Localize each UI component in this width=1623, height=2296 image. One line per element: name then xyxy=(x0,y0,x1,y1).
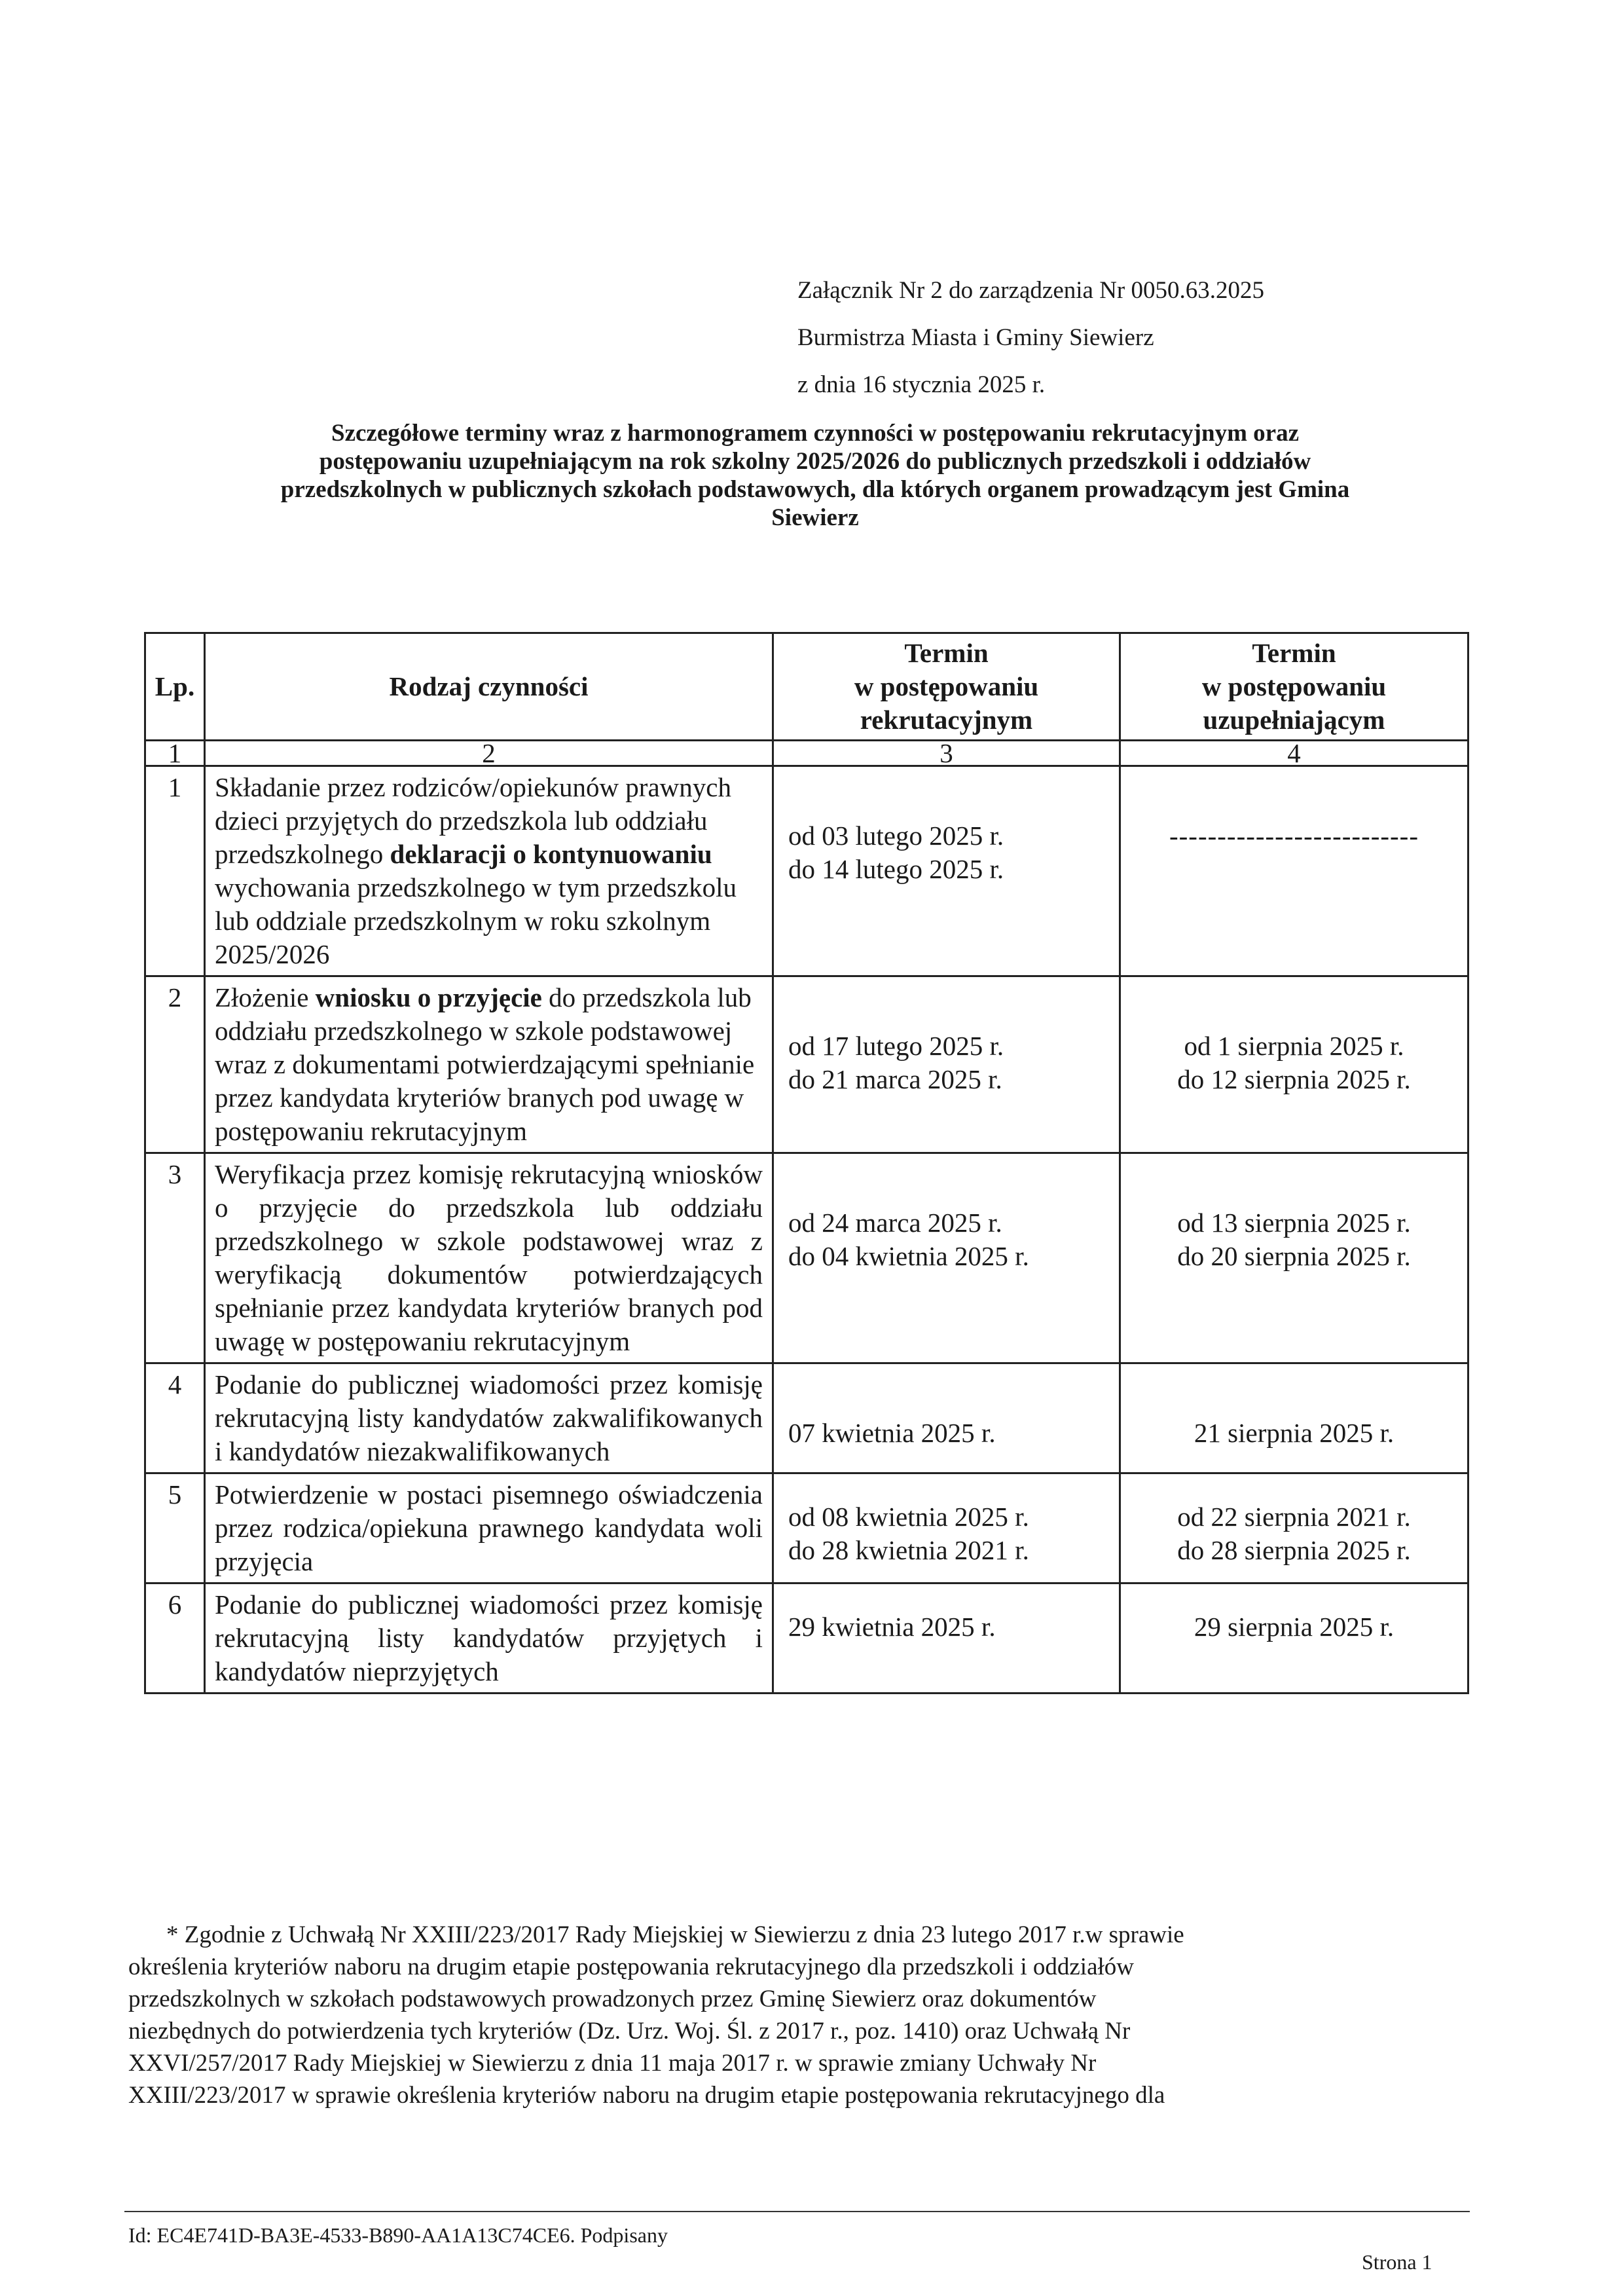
term-to: do 04 kwietnia 2025 r. xyxy=(788,1241,1029,1271)
term-to: do 28 sierpnia 2025 r. xyxy=(1177,1535,1411,1565)
header-activity: Rodzaj czynności xyxy=(205,633,773,741)
col-number-3: 3 xyxy=(773,741,1120,766)
row-term-recruitment xyxy=(773,766,1120,976)
row-term-supplementary xyxy=(1120,1473,1468,1583)
activity-text-cont: wychowania przedszkolnego w tym przedszkolu lub oddziale przedszkolnym w roku szkolnym 2025/2026 xyxy=(215,872,737,969)
table-header-row xyxy=(145,633,1468,741)
header-term-sup-line2: w postępowaniu xyxy=(1201,671,1387,701)
term-from: od 08 kwietnia 2025 r. xyxy=(788,1502,1029,1532)
row-term-recruitment xyxy=(773,976,1120,1153)
row-term-supplementary xyxy=(1120,1153,1468,1363)
activity-text: Weryfikacja przez komisję rekrutacyjną wniosków o przyjęcie do przedszkola lub oddziału przedszkolnego w szkole podstawowej wraz z weryfikacją dokumentów potwierdzających spełnianie przez kandydata kryteriów branych pod uwagę w postępowaniu rekrutacyjnym xyxy=(215,1159,763,1356)
col-number-4: 4 xyxy=(1120,741,1468,766)
activity-text: Podanie do publicznej wiadomości przez komisję rekrutacyjną listy kandydatów przyjętych i kandydatów nieprzyjętych xyxy=(215,1589,763,1686)
attachment-header xyxy=(797,267,1264,409)
term-date: 29 kwietnia 2025 r. xyxy=(788,1612,996,1642)
term-from: od 24 marca 2025 r. xyxy=(788,1208,1002,1238)
row-term-recruitment xyxy=(773,1363,1120,1473)
schedule-table xyxy=(144,632,1469,1694)
row-lp: 6 xyxy=(145,1583,205,1694)
footer-divider xyxy=(124,2211,1470,2212)
row-activity xyxy=(205,976,773,1153)
table-row xyxy=(145,1473,1468,1583)
header-term-rec-line2: w postępowaniu xyxy=(854,671,1039,701)
row-lp: 4 xyxy=(145,1363,205,1473)
row-lp: 3 xyxy=(145,1153,205,1363)
term-to: do 21 marca 2025 r. xyxy=(788,1064,1002,1094)
term-date: 07 kwietnia 2025 r. xyxy=(788,1418,996,1448)
col-number-1: 1 xyxy=(145,741,205,766)
page-number: Strona 1 xyxy=(1362,2250,1432,2274)
term-from: od 13 sierpnia 2025 r. xyxy=(1177,1208,1411,1238)
row-activity xyxy=(205,1153,773,1363)
row-term-supplementary xyxy=(1120,976,1468,1153)
row-term-supplementary xyxy=(1120,1583,1468,1694)
term-from: od 17 lutego 2025 r. xyxy=(788,1031,1004,1061)
term-to: do 14 lutego 2025 r. xyxy=(788,854,1004,884)
row-activity xyxy=(205,766,773,976)
row-lp: 5 xyxy=(145,1473,205,1583)
row-term-recruitment xyxy=(773,1583,1120,1694)
table-row xyxy=(145,1363,1468,1473)
title-line-2: postępowaniu uzupełniającym na rok szkolny 2025/2026 do publicznych przedszkoli i oddziałów xyxy=(319,448,1311,475)
activity-text: Potwierdzenie w postaci pisemnego oświadczenia przez rodzica/opiekuna prawnego kandydata woli przyjęcia xyxy=(215,1479,763,1576)
title-line-4: Siewierz xyxy=(771,504,859,531)
table-row xyxy=(145,1583,1468,1694)
header-line-3: z dnia 16 stycznia 2025 r. xyxy=(797,371,1046,398)
term-from: od 22 sierpnia 2021 r. xyxy=(1177,1502,1411,1532)
title-line-1: Szczegółowe terminy wraz z harmonogramem czynności w postępowaniu rekrutacyjnym oraz xyxy=(331,420,1299,447)
table-row xyxy=(145,976,1468,1153)
column-number-row xyxy=(145,741,1468,766)
header-term-rec-line3: rekrutacyjnym xyxy=(860,705,1033,735)
footnote-line-2: określenia kryteriów naboru na drugim etapie postępowania rekrutacyjnego dla przedszkoli i oddziałów xyxy=(128,1953,1135,1980)
table-row xyxy=(145,766,1468,976)
col-number-2: 2 xyxy=(205,741,773,766)
term-date: 21 sierpnia 2025 r. xyxy=(1194,1418,1395,1448)
term-to: do 28 kwietnia 2021 r. xyxy=(788,1535,1029,1565)
header-term-sup-line3: uzupełniającym xyxy=(1203,705,1385,735)
row-activity xyxy=(205,1473,773,1583)
row-term-recruitment xyxy=(773,1153,1120,1363)
term-from: od 1 sierpnia 2025 r. xyxy=(1184,1031,1404,1061)
document-title xyxy=(164,419,1467,532)
term-from: od 03 lutego 2025 r. xyxy=(788,821,1004,851)
term-to: do 12 sierpnia 2025 r. xyxy=(1177,1064,1411,1094)
header-line-2: Burmistrza Miasta i Gminy Siewierz xyxy=(797,324,1154,351)
footnote-line-1: * Zgodnie z Uchwałą Nr XXIII/223/2017 Rady Miejskiej w Siewierzu z dnia 23 lutego 2017 r.w sprawie xyxy=(166,1921,1184,1948)
term-to: do 20 sierpnia 2025 r. xyxy=(1177,1241,1411,1271)
footnote-line-4: niezbędnych do potwierdzenia tych kryteriów (Dz. Urz. Woj. Śl. z 2017 r., poz. 1410) oraz Uchwałą Nr xyxy=(128,2018,1131,2045)
activity-text: Podanie do publicznej wiadomości przez komisję rekrutacyjną listy kandydatów zakwalifikowanych i kandydatów niezakwalifikowanych xyxy=(215,1369,763,1466)
row-lp: 2 xyxy=(145,976,205,1153)
activity-text-cont: do przedszkola lub oddziału przedszkolnego w szkole podstawowej wraz z dokumentami potwierdzającymi spełnianie przez kandydata kryteriów branych pod uwagę w postępowaniu rekrutacyjnym xyxy=(215,982,755,1146)
header-lp: Lp. xyxy=(145,633,205,741)
footnote-line-3: przedszkolnych w szkołach podstawowych prowadzonych przez Gminę Siewierz oraz dokumentów xyxy=(128,1986,1097,2012)
activity-emphasis: deklaracji o kontynuowaniu xyxy=(390,839,712,869)
footnote xyxy=(128,1919,1477,2111)
header-term-sup-line1: Termin xyxy=(1252,638,1336,668)
row-activity xyxy=(205,1583,773,1694)
row-term-supplementary xyxy=(1120,1363,1468,1473)
row-term-recruitment xyxy=(773,1473,1120,1583)
activity-text: Złożenie xyxy=(215,982,316,1012)
document-id: Id: EC4E741D-BA3E-4533-B890-AA1A13C74CE6. Podpisany xyxy=(128,2223,668,2247)
row-lp: 1 xyxy=(145,766,205,976)
footnote-line-5: XXVI/257/2017 Rady Miejskiej w Siewierzu z dnia 11 maja 2017 r. w sprawie zmiany Uchwały Nr xyxy=(128,2050,1097,2077)
row-activity xyxy=(205,1363,773,1473)
table-row xyxy=(145,1153,1468,1363)
not-applicable-dash: -------------------------- xyxy=(1169,821,1419,851)
header-term-recruitment xyxy=(773,633,1120,741)
activity-text: Składanie przez rodziców/opiekunów prawnych dzieci przyjętych do przedszkola lub oddziału przedszkolnego xyxy=(215,772,731,869)
header-term-supplementary xyxy=(1120,633,1468,741)
activity-emphasis: wniosku o przyjęcie xyxy=(315,982,542,1012)
header-line-1: Załącznik Nr 2 do zarządzenia Nr 0050.63.2025 xyxy=(797,277,1264,304)
row-term-supplementary xyxy=(1120,766,1468,976)
term-date: 29 sierpnia 2025 r. xyxy=(1194,1612,1395,1642)
title-line-3: przedszkolnych w publicznych szkołach podstawowych, dla których organem prowadzącym jest Gmina xyxy=(280,476,1350,503)
footnote-line-6: XXIII/223/2017 w sprawie określenia kryteriów naboru na drugim etapie postępowania rekrutacyjnego dla xyxy=(128,2082,1165,2109)
header-term-rec-line1: Termin xyxy=(904,638,989,668)
